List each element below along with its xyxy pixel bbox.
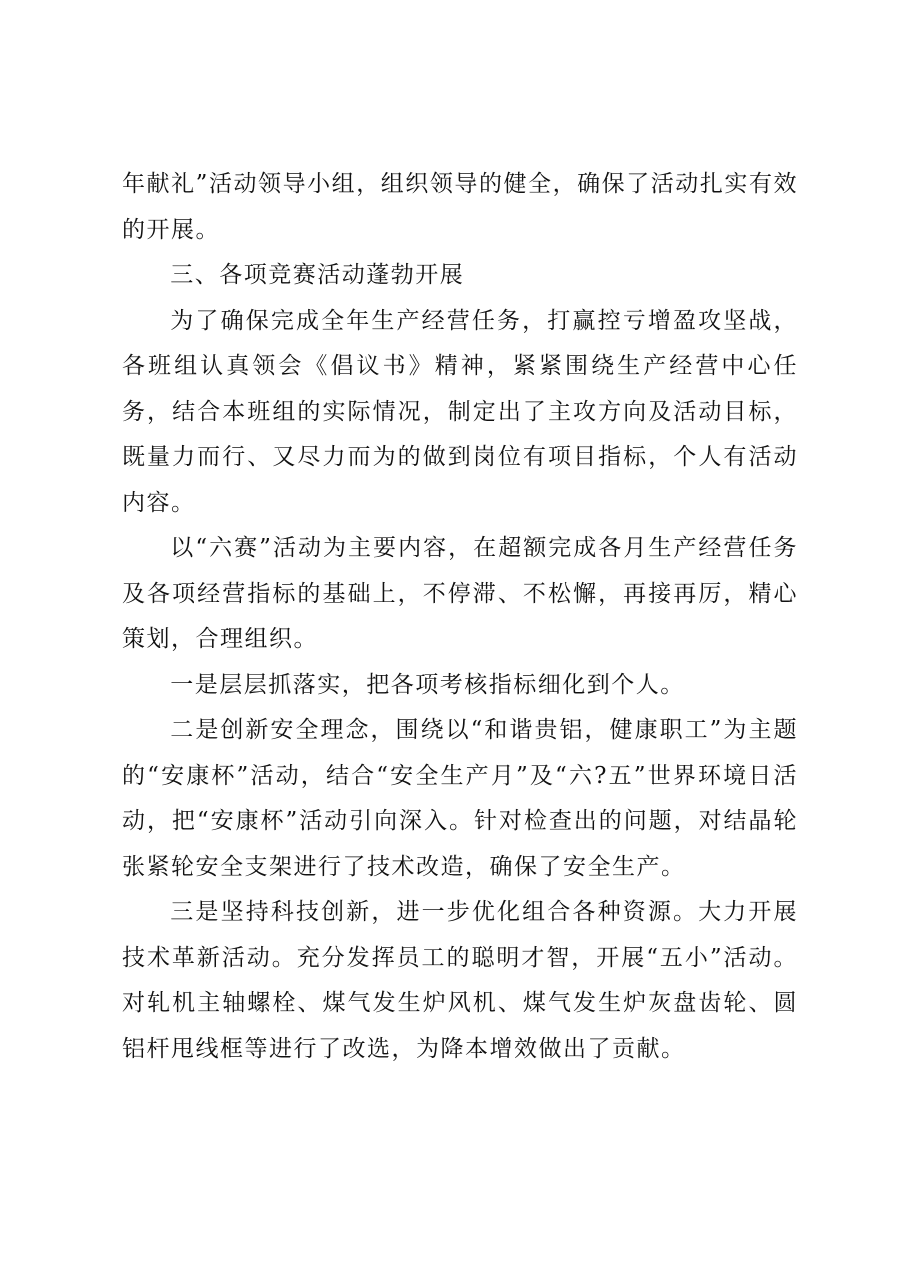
paragraph: 三是坚持科技创新，进一步优化组合各种资源。大力开展技术革新活动。充分发挥员工的聪明才智，开展“五小”活动。对轧机主轴螺栓、煤气发生炉风机、煤气发生炉灰盘齿轮、圆铝杆甩线框等进行了改选，为降本增效做出了贡献。	[122, 899, 798, 1062]
section-heading: 三、各项竞赛活动蓬勃开展	[170, 262, 465, 288]
paragraph: 以“六赛”活动为主要内容，在超额完成各月生产经营任务及各项经营指标的基础上，不停滞、不松懈，再接再厉，精心策划，合理组织。	[122, 535, 798, 652]
document-body	[122, 162, 798, 1072]
paragraph-continuation: 年献礼”活动领导小组，组织领导的健全，确保了活动扎实有效的开展。	[122, 171, 798, 243]
paragraph: 一是层层抓落实，把各项考核指标细化到个人。	[170, 671, 685, 698]
paragraph: 二是创新安全理念，围绕以“和谐贵铝，健康职工”为主题的“安康杯”活动，结合“安全生产月”及“六?五”世界环境日活动，把“安康杯”活动引向深入。针对检查出的问题，对结晶轮张紧轮安全支架进行了技术改造，确保了安全生产。	[122, 717, 798, 880]
paragraph: 为了确保完成全年生产经营任务，打赢控亏增盈攻坚战，各班组认真领会《倡议书》精神，紧紧围绕生产经营中心任务，结合本班组的实际情况，制定出了主攻方向及活动目标，既量力而行、又尽力而为的做到岗位有项目指标，个人有活动内容。	[122, 307, 798, 516]
